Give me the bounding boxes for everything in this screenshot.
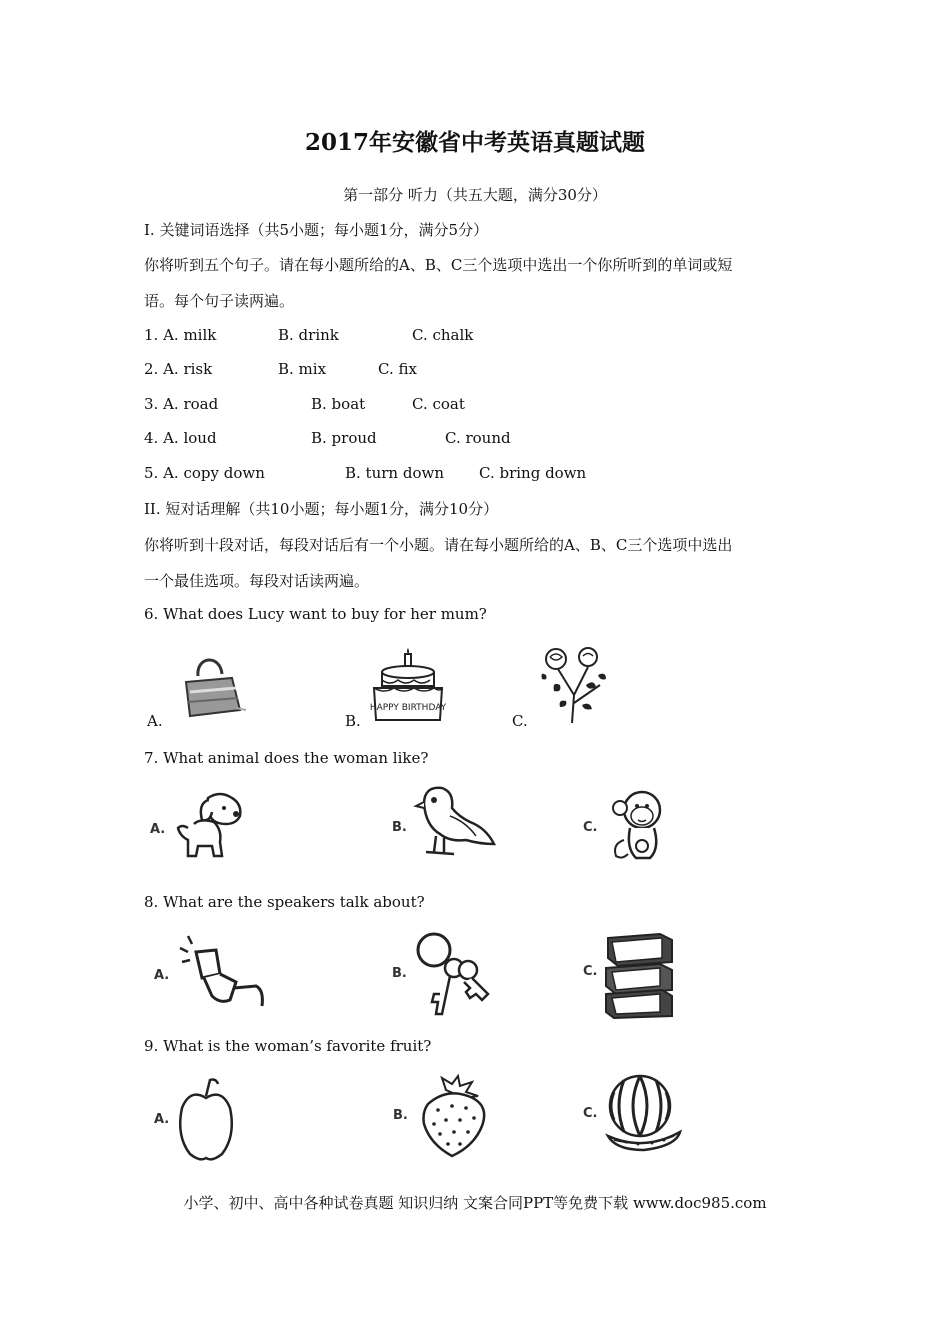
question-8: 8. What are the speakers talk about? <box>144 893 425 911</box>
handbag-picture <box>176 652 248 720</box>
rose-picture <box>532 645 616 725</box>
option-a: A. loud <box>163 429 217 447</box>
question-7-label-b: B. <box>392 820 407 835</box>
question-7: 7. What animal does the woman like? <box>144 749 429 767</box>
item-5 <box>144 464 265 482</box>
birthday-cake-picture <box>368 646 448 724</box>
option-b: B. proud <box>311 429 377 447</box>
item-number: 1. <box>144 326 159 344</box>
question-9-label-a: A. <box>154 1112 170 1127</box>
strawberry-picture <box>416 1074 490 1158</box>
question-6-label-a: A. <box>147 712 163 730</box>
option-a: A. copy down <box>163 464 265 482</box>
keys-picture <box>412 930 494 1022</box>
option-c: C. fix <box>378 360 417 378</box>
question-7-label-a: A. <box>150 822 166 837</box>
option-c: C. bring down <box>479 464 587 482</box>
item-1 <box>144 326 216 344</box>
question-8-label-a: A. <box>154 968 170 983</box>
apple-picture <box>176 1076 236 1164</box>
option-a: A. road <box>163 395 219 413</box>
option-a: A. risk <box>163 360 213 378</box>
section2-instruction-line2: 一个最佳选项。每段对话读两遍。 <box>144 572 370 590</box>
watermelon-picture <box>604 1072 684 1154</box>
option-c: C. coat <box>412 395 465 413</box>
section1-instruction-line1: 你将听到五个句子。请在每小题所给的A、B、C三个选项中选出一个你所听到的单词或短 <box>144 256 733 274</box>
question-9: 9. What is the woman’s favorite fruit? <box>144 1037 432 1055</box>
question-9-label-b: B. <box>393 1108 408 1123</box>
question-6: 6. What does Lucy want to buy for her mum? <box>144 605 487 623</box>
cake-text: HAPPY BIRTHDAY <box>369 703 447 713</box>
option-b: B. boat <box>311 395 366 413</box>
option-b: B. turn down <box>345 464 444 482</box>
monkey-picture <box>606 788 672 862</box>
option-a: A. milk <box>163 326 217 344</box>
item-number: 5. <box>144 464 159 482</box>
glasses-picture <box>176 934 268 1016</box>
item-3 <box>144 395 218 413</box>
item-number: 3. <box>144 395 159 413</box>
question-6-label-c: C. <box>512 712 528 730</box>
question-6-label-b: B. <box>345 712 361 730</box>
question-7-label-c: C. <box>583 820 598 835</box>
option-b: B. drink <box>278 326 339 344</box>
section2-heading: II. 短对话理解（共10小题；每小题1分，满分10分） <box>144 500 499 518</box>
item-4 <box>144 429 217 447</box>
section1-heading: I. 关键词语选择（共5小题；每小题1分，满分5分） <box>144 221 489 239</box>
dog-picture <box>170 790 250 862</box>
section1-instruction-line2: 语。每个句子读两遍。 <box>144 292 295 310</box>
section2-instruction-line1: 你将听到十段对话，每段对话后有一个小题。请在每小题所给的A、B、C三个选项中选出 <box>144 536 733 554</box>
item-number: 4. <box>144 429 159 447</box>
item-number: 2. <box>144 360 159 378</box>
item-2 <box>144 360 212 378</box>
question-9-label-c: C. <box>583 1106 598 1121</box>
part-heading: 第一部分 听力（共五大题，满分30分） <box>343 186 607 204</box>
books-picture <box>602 928 676 1020</box>
question-8-label-b: B. <box>392 966 407 981</box>
option-c: C. chalk <box>412 326 474 344</box>
page-title: 2017年安徽省中考英语真题试题 <box>304 129 645 156</box>
page-footer: 小学、初中、高中各种试卷真题 知识归纳 文案合同PPT等免费下载 www.doc985.com <box>183 1194 767 1212</box>
option-c: C. round <box>445 429 511 447</box>
option-b: B. mix <box>278 360 327 378</box>
question-8-label-c: C. <box>583 964 598 979</box>
bird-picture <box>410 782 500 864</box>
